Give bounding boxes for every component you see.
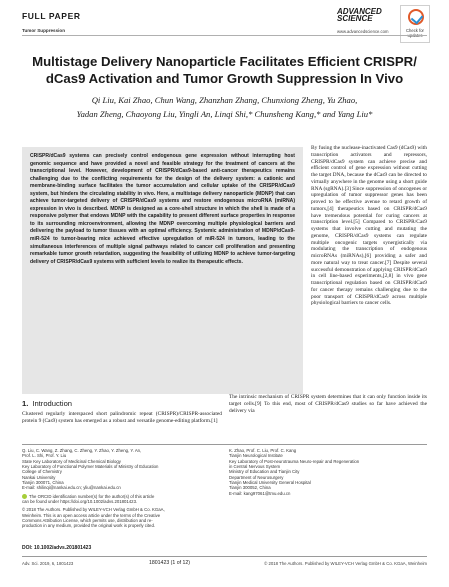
affiliation-line: in Central Nervous System xyxy=(229,464,281,470)
journal-logo-line2: SCIENCE xyxy=(337,14,373,23)
section-title: Introduction xyxy=(32,399,73,408)
license-line: Weinheim. This is an open access article under the terms of the Creative xyxy=(22,512,161,518)
doi-link[interactable]: DOI: 10.1002/advs.201801423 xyxy=(22,545,92,551)
affiliation-line: State Key Laboratory of Medicinal Chemical Biology xyxy=(22,458,121,464)
affiliation-line: Key Laboratory of Post-neurotrauma Neuro-repair and Regeneration xyxy=(229,458,360,464)
section-heading xyxy=(22,399,72,408)
header-divider xyxy=(22,35,427,36)
affiliation-line: Q. Liu, C. Wang, Z. Zhang, C. Zheng, Y. Zhao, Y. Zheng, Y. An, xyxy=(22,448,142,453)
affiliation-line: Nankai University xyxy=(22,474,56,480)
affiliation-line: Tianjin Medical University General Hospital xyxy=(229,480,311,486)
body-paragraph: By fusing the nuclease-inactivated Cas9 (dCas9) with transcription activators and repressors, CRISPR/dCas9 system can achieve precise and efficient control of gene expression without cutting the target DNA, because the dCas9 can be directed to virtually anywhere in the genome using a short guide RNA (sgRNA).[3] Since suppression of oncogenes or upregulation of tumor suppressor genes has been proved to be effective avenue to retard growth of tumors,[4] therapeutics based on CRISPR/dCas9 have tremendous potential for curing cancers at transcription level.[5] Compared to CRISPR/Cas9 systems that involve cutting and mutating the genome, CRISPR/dCas9 systems can regulate multiple oncogenic targets synergistically via modulating the transcription of endogenous microRNAs (miRNAs),[6] providing a safer and more natural way to treat cancer.[7] Despite several successful demonstration of applying CRISPR/dCas9 in cell line-based experiments,[2,8] in vivo gene transcriptional regulation based on CRISPR/dCas9 for cancer therapy remains challenging due to the poor transport of CRISPR/dCas9 across multiple physiological barriers to cancer cells. xyxy=(311,145,427,307)
section-number: 1. xyxy=(22,399,29,408)
check-updates-line1: Check for xyxy=(406,28,424,33)
email-line[interactable]: E-mail: kang97061@tmu.edu.cn xyxy=(229,490,291,496)
affiliation-line: K. Zhao, Prof. C. Liu, Prof. C. Kang xyxy=(229,448,297,453)
body-paragraph: The intrinsic mechanism of CRISPR system determines that it can only function inside its target cells.[9] To this end, most of CRISPR/dCas9 studies so far have achieved the delivery via xyxy=(229,394,427,414)
author-list xyxy=(22,93,427,121)
body-paragraph: Clustered regularly interspaced short palindromic repeat (CRISPR)/CRISPR-associated protein 9 (Cas9) system has emerged as a robust and versatile genome-editing platform.[1] xyxy=(22,411,222,424)
affiliations-left xyxy=(22,448,222,529)
license-line: Commons Attribution License, which permits use, distribution and re- xyxy=(22,518,153,524)
affiliation-line: Prof. L. Shi, Prof. Y. Liu xyxy=(22,453,67,459)
affiliations-divider xyxy=(22,444,427,445)
check-updates-icon xyxy=(408,9,424,25)
body-text-right-column xyxy=(311,145,427,307)
license-line: production in any medium, provided the original work is properly cited. xyxy=(22,523,156,529)
section-label: Tumor Suppression xyxy=(22,28,66,33)
orcid-line: The ORCID identification number(s) for the author(s) of this article xyxy=(29,493,155,499)
affiliation-line: Tianjin 300071, China xyxy=(22,480,64,486)
affiliation-line: Key Laboratory of Functional Polymer Materials of Ministry of Education xyxy=(22,464,159,470)
introduction-text xyxy=(22,411,222,425)
authors-line: Yadan Zheng, Chaoyong Liu, Yingli An, Linqi Shi,* Chunsheng Kang,* and Yang Liu* xyxy=(76,109,373,119)
abstract-text: CRISPR/dCas9 systems can precisely control endogenous gene expression without interrupting host genomic sequence and have provided a novel and feasible strategy for the treatment of cancers at the transcriptional level. However, development of CRISPR/dCas9-based anti-cancer therapeutics remains challenging due to the conflicting requirements for the design of the delivery system: a cationic and membrane-binding surface facilitates the tumor accumulation and cellular uptake of the CRISPR/dCas9 system, but hinders the circulating stability in vivo. Here, a multistage delivery nanoparticle (MDNP) that can achieve tumor-targeted delivery of CRISPR/dCas9 systems and restore endogenous microRNA (miRNA) expression in vivo is described. MDNP is designed as a core-shell structure in which the shell is made of a responsive polymer that endows MDNP with the capability to present different surface properties in response to its surrounding microenvironment, allowing the MDNP overcoming multiple physiological barriers and delivering the payload to tumor tissues with an optimal efficiency. Systemic administration of MDNP/dCas9-miR-524 to tumor-bearing mice achieved effective upregulation of miR-524 in tumors, leading to the simultaneous interferences of multiple signal pathways related to cancer cell proliferation and presenting remarkable tumor growth retardation, suggesting the feasibility of utilizing MDNP to achieve tumor-targeting delivery of CRISPR/dCas9 systems with sufficient levels to realize its therapeutic effects. xyxy=(30,153,295,265)
body-text-middle-column xyxy=(229,394,427,415)
check-for-updates-button[interactable] xyxy=(400,5,430,43)
journal-logo xyxy=(337,8,382,22)
abstract-box xyxy=(22,147,303,394)
orcid-line[interactable]: can be found under https://doi.org/10.1002/advs.201801423. xyxy=(22,499,138,505)
article-type: FULL PAPER xyxy=(22,11,81,21)
email-line[interactable]: E-mail: shilinqi@nankai.edu.cn; yliu@nankai.edu.cn xyxy=(22,485,121,491)
journal-logo-line1: ADVANCED xyxy=(337,7,382,16)
footer-copyright: © 2018 The Authors. Published by WILEY-VCH Verlag GmbH & Co. KGaA, Weinheim xyxy=(264,561,427,566)
affiliations-right xyxy=(229,448,427,496)
affiliation-line: Department of Neurosurgery xyxy=(229,474,284,480)
article-title: Multistage Delivery Nanoparticle Facilitates Efficient CRISPR/ dCas9 Activation and Tumor Growth Suppression In Vivo xyxy=(32,54,417,86)
orcid-icon xyxy=(22,494,27,499)
license-line: © 2018 The Authors. Published by WILEY-VCH Verlag GmbH & Co. KGaA, xyxy=(22,507,165,513)
affiliation-line: Ministry of Education and Tianjin City xyxy=(229,469,300,475)
authors-line: Qi Liu, Kai Zhao, Chun Wang, Zhanzhan Zhang, Chunxiong Zheng, Yu Zhao, xyxy=(91,95,358,105)
affiliation-line: Tianjin Neurological Institute xyxy=(229,453,283,459)
journal-url[interactable]: www.advancedscience.com xyxy=(337,29,389,34)
footer-divider xyxy=(22,556,427,557)
affiliation-line: College of Chemistry xyxy=(22,469,62,475)
footer-citation: Adv. Sci. 2019, 6, 1801423 xyxy=(22,561,74,566)
page-number: 1801423 (1 of 12) xyxy=(149,560,190,566)
affiliation-line: Tianjin 300052, China xyxy=(229,485,271,491)
